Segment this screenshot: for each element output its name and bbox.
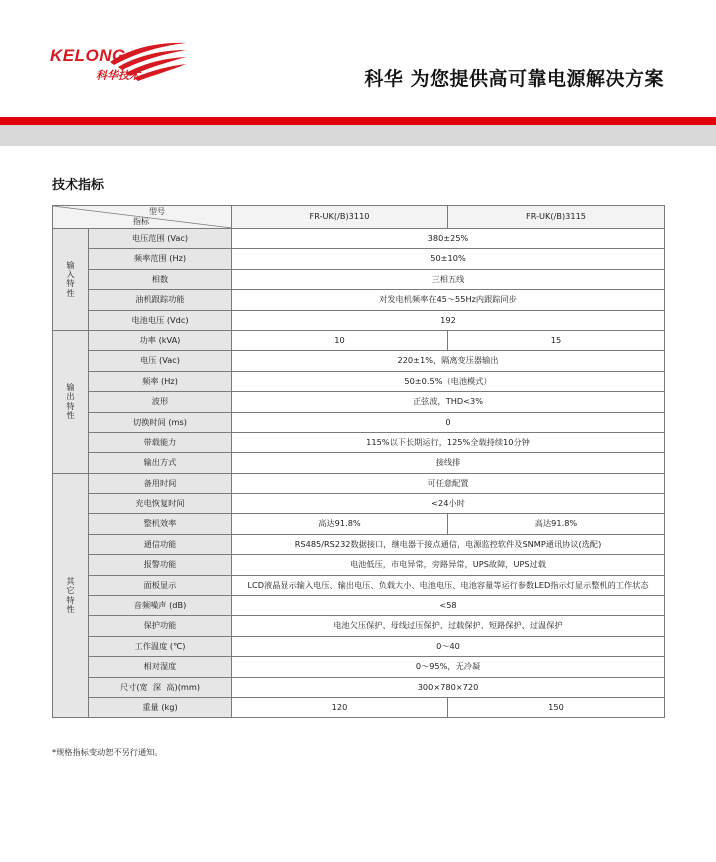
footnote: *规格指标变动恕不另行通知。: [52, 747, 163, 757]
table-row: [53, 514, 665, 534]
spec-table: [52, 205, 665, 718]
row-label: 波形: [89, 392, 232, 412]
row-value: 可任意配置: [232, 473, 665, 493]
table-row: [53, 534, 665, 554]
row-label: 充电恢复时间: [89, 494, 232, 514]
table-row: [53, 657, 665, 677]
row-value: 0～40: [232, 636, 665, 656]
group-label: 输入特性: [66, 259, 75, 298]
row-value: 50±0.5%（电池模式）: [232, 371, 665, 391]
row-label: 带载能力: [89, 432, 232, 452]
corner-label-model: 型号: [149, 207, 165, 216]
row-label: 重量 (kg): [89, 697, 232, 717]
table-row: [53, 555, 665, 575]
table-row: [53, 229, 665, 249]
table-row: [53, 473, 665, 493]
row-value: 300×780×720: [232, 677, 665, 697]
table-row: [53, 697, 665, 717]
row-label: 输出方式: [89, 453, 232, 473]
row-label: 保护功能: [89, 616, 232, 636]
row-label: 尺寸(宽 深 高)(mm): [89, 677, 232, 697]
row-label: 相对湿度: [89, 657, 232, 677]
row-label: 油机跟踪功能: [89, 290, 232, 310]
row-value: 50±10%: [232, 249, 665, 269]
row-value: 220±1%，隔离变压器输出: [232, 351, 665, 371]
row-label: 切换时间 (ms): [89, 412, 232, 432]
table-row: [53, 575, 665, 595]
table-row: [53, 636, 665, 656]
header-slogan: 科华 为您提供高可靠电源解决方案: [364, 68, 664, 90]
row-label: 频率 (Hz): [89, 371, 232, 391]
row-label: 面板显示: [89, 575, 232, 595]
table-row: [53, 453, 665, 473]
row-label: 电压范围 (Vac): [89, 229, 232, 249]
group-other: [53, 473, 89, 718]
model-header-1: FR-UK(/B)3110: [232, 206, 448, 229]
header-grey-bar: [0, 125, 716, 146]
table-row: [53, 330, 665, 350]
row-value: <24小时: [232, 494, 665, 514]
table-row: [53, 432, 665, 452]
table-row: [53, 371, 665, 391]
row-label: 电压 (Vac): [89, 351, 232, 371]
table-row: [53, 392, 665, 412]
kelong-logo: [48, 40, 188, 94]
row-value-model-1: 高达91.8%: [232, 514, 448, 534]
table-row: [53, 290, 665, 310]
row-label: 报警功能: [89, 555, 232, 575]
group-label: 输出特性: [66, 381, 75, 421]
row-value: 电池低压，市电异常，旁路异常，UPS故障，UPS过载: [232, 555, 665, 575]
row-value: 三相五线: [232, 269, 665, 289]
table-row: [53, 310, 665, 330]
group-label: 其它特性: [66, 575, 75, 614]
row-value-model-2: 150: [448, 697, 665, 717]
table-row: [53, 269, 665, 289]
row-value-model-2: 15: [448, 330, 665, 350]
table-row: [53, 249, 665, 269]
table-row: [53, 412, 665, 432]
row-value: 电池欠压保护、母线过压保护、过载保护、短路保护、过温保护: [232, 616, 665, 636]
table-row: [53, 677, 665, 697]
table-corner-cell: [53, 206, 232, 229]
table-row: [53, 494, 665, 514]
header-red-bar: [0, 117, 716, 125]
logo-chinese-text: 科华技术: [96, 69, 140, 82]
row-value-model-1: 120: [232, 697, 448, 717]
row-value: 接线排: [232, 453, 665, 473]
group-input: [53, 229, 89, 331]
row-value: LCD液晶显示输入电压、输出电压、负载大小、电池电压、电池容量等运行参数LED指示灯显示整机的工作状态: [232, 575, 665, 595]
row-label: 整机效率: [89, 514, 232, 534]
table-row: [53, 351, 665, 371]
table-header-row: [53, 206, 665, 229]
row-label: 频率范围 (Hz): [89, 249, 232, 269]
row-value-model-1: 10: [232, 330, 448, 350]
row-value: 对发电机频率在45～55Hz内跟踪同步: [232, 290, 665, 310]
table-row: [53, 616, 665, 636]
row-label: 备用时间: [89, 473, 232, 493]
row-label: 相数: [89, 269, 232, 289]
row-label: 音频噪声 (dB): [89, 596, 232, 616]
row-label: 通信功能: [89, 534, 232, 554]
corner-label-spec: 指标: [133, 217, 149, 226]
row-value: 0: [232, 412, 665, 432]
model-header-2: FR-UK(/B)3115: [448, 206, 665, 229]
row-value: 192: [232, 310, 665, 330]
row-label: 电池电压 (Vdc): [89, 310, 232, 330]
row-value: 115%以下长期运行，125%全载持续10分钟: [232, 432, 665, 452]
table-row: [53, 596, 665, 616]
row-value: 正弦波，THD<3%: [232, 392, 665, 412]
row-value-model-2: 高达91.8%: [448, 514, 665, 534]
row-label: 功率 (kVA): [89, 330, 232, 350]
logo-text: KELONG: [50, 46, 126, 65]
row-value: 380±25%: [232, 229, 665, 249]
row-label: 工作温度 (℃): [89, 636, 232, 656]
section-title: 技术指标: [52, 178, 105, 193]
page-header: [0, 0, 716, 126]
row-value: RS485/RS232数据接口，继电器干接点通信，电源监控软件及SNMP通讯协议(选配): [232, 534, 665, 554]
group-output: [53, 330, 89, 473]
row-value: 0～95%，无冷凝: [232, 657, 665, 677]
row-value: <58: [232, 596, 665, 616]
